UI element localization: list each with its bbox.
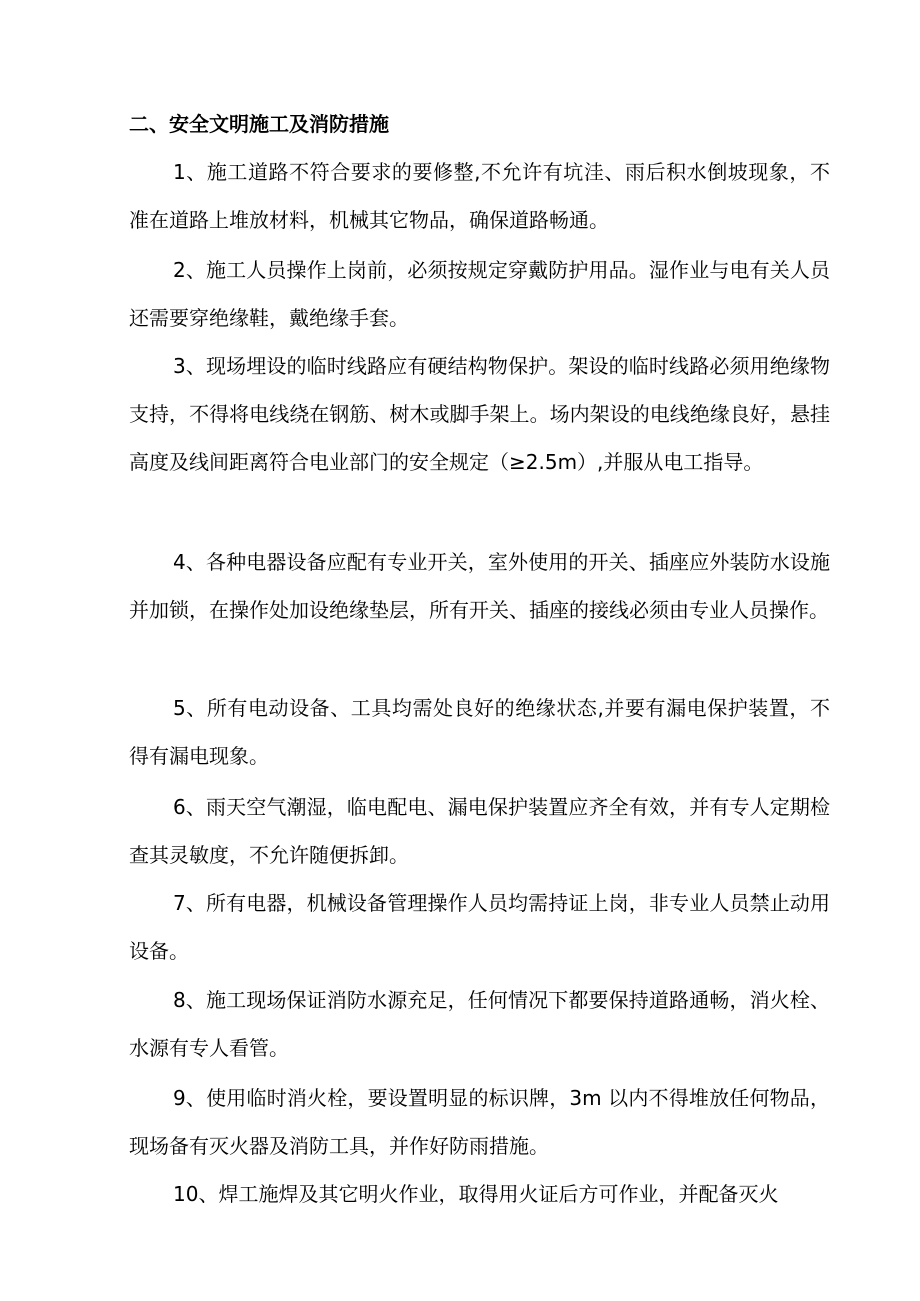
paragraph-9: 9、使用临时消火栓，要设置明显的标识牌，3m 以内不得堆放任何物品，现场备有灭火器及消防工具，并作好防雨措施。 bbox=[129, 1086, 830, 1158]
paragraph-5: 5、所有电动设备、工具均需处良好的绝缘状态,并要有漏电保护装置，不得有漏电现象。 bbox=[129, 696, 830, 768]
paragraph-2: 2、施工人员操作上岗前，必须按规定穿戴防护用品。湿作业与电有关人员还需要穿绝缘鞋，戴绝缘手套。 bbox=[129, 258, 830, 330]
paragraph-3: 3、现场埋设的临时线路应有硬结构物保护。架设的临时线路必须用绝缘物支持，不得将电线绕在钢筋、树木或脚手架上。场内架设的电线绝缘良好，悬挂高度及线间距离符合电业部门的安全规定（≥2.5m）,并服从电工指导。 bbox=[129, 354, 830, 474]
paragraph-10: 10、焊工施焊及其它明火作业，取得用火证后方可作业，并配备灭火 bbox=[173, 1182, 779, 1206]
paragraph-4: 4、各种电器设备应配有专业开关，室外使用的开关、插座应外装防水设施并加锁，在操作处加设绝缘垫层，所有开关、插座的接线必须由专业人员操作。 bbox=[129, 550, 830, 622]
paragraph-7: 7、所有电器，机械设备管理操作人员均需持证上岗，非专业人员禁止动用设备。 bbox=[129, 891, 830, 963]
paragraph-8: 8、施工现场保证消防水源充足，任何情况下都要保持道路通畅，消火栓、水源有专人看管。 bbox=[129, 988, 830, 1060]
paragraph-1: 1、施工道路不符合要求的要修整,不允许有坑洼、雨后积水倒坡现象，不准在道路上堆放材料，机械其它物品，确保道路畅通。 bbox=[129, 160, 830, 232]
section-heading: 二、安全文明施工及消防措施 bbox=[129, 112, 389, 136]
paragraph-6: 6、雨天空气潮湿，临电配电、漏电保护装置应齐全有效，并有专人定期检查其灵敏度，不允许随便拆卸。 bbox=[129, 795, 830, 867]
